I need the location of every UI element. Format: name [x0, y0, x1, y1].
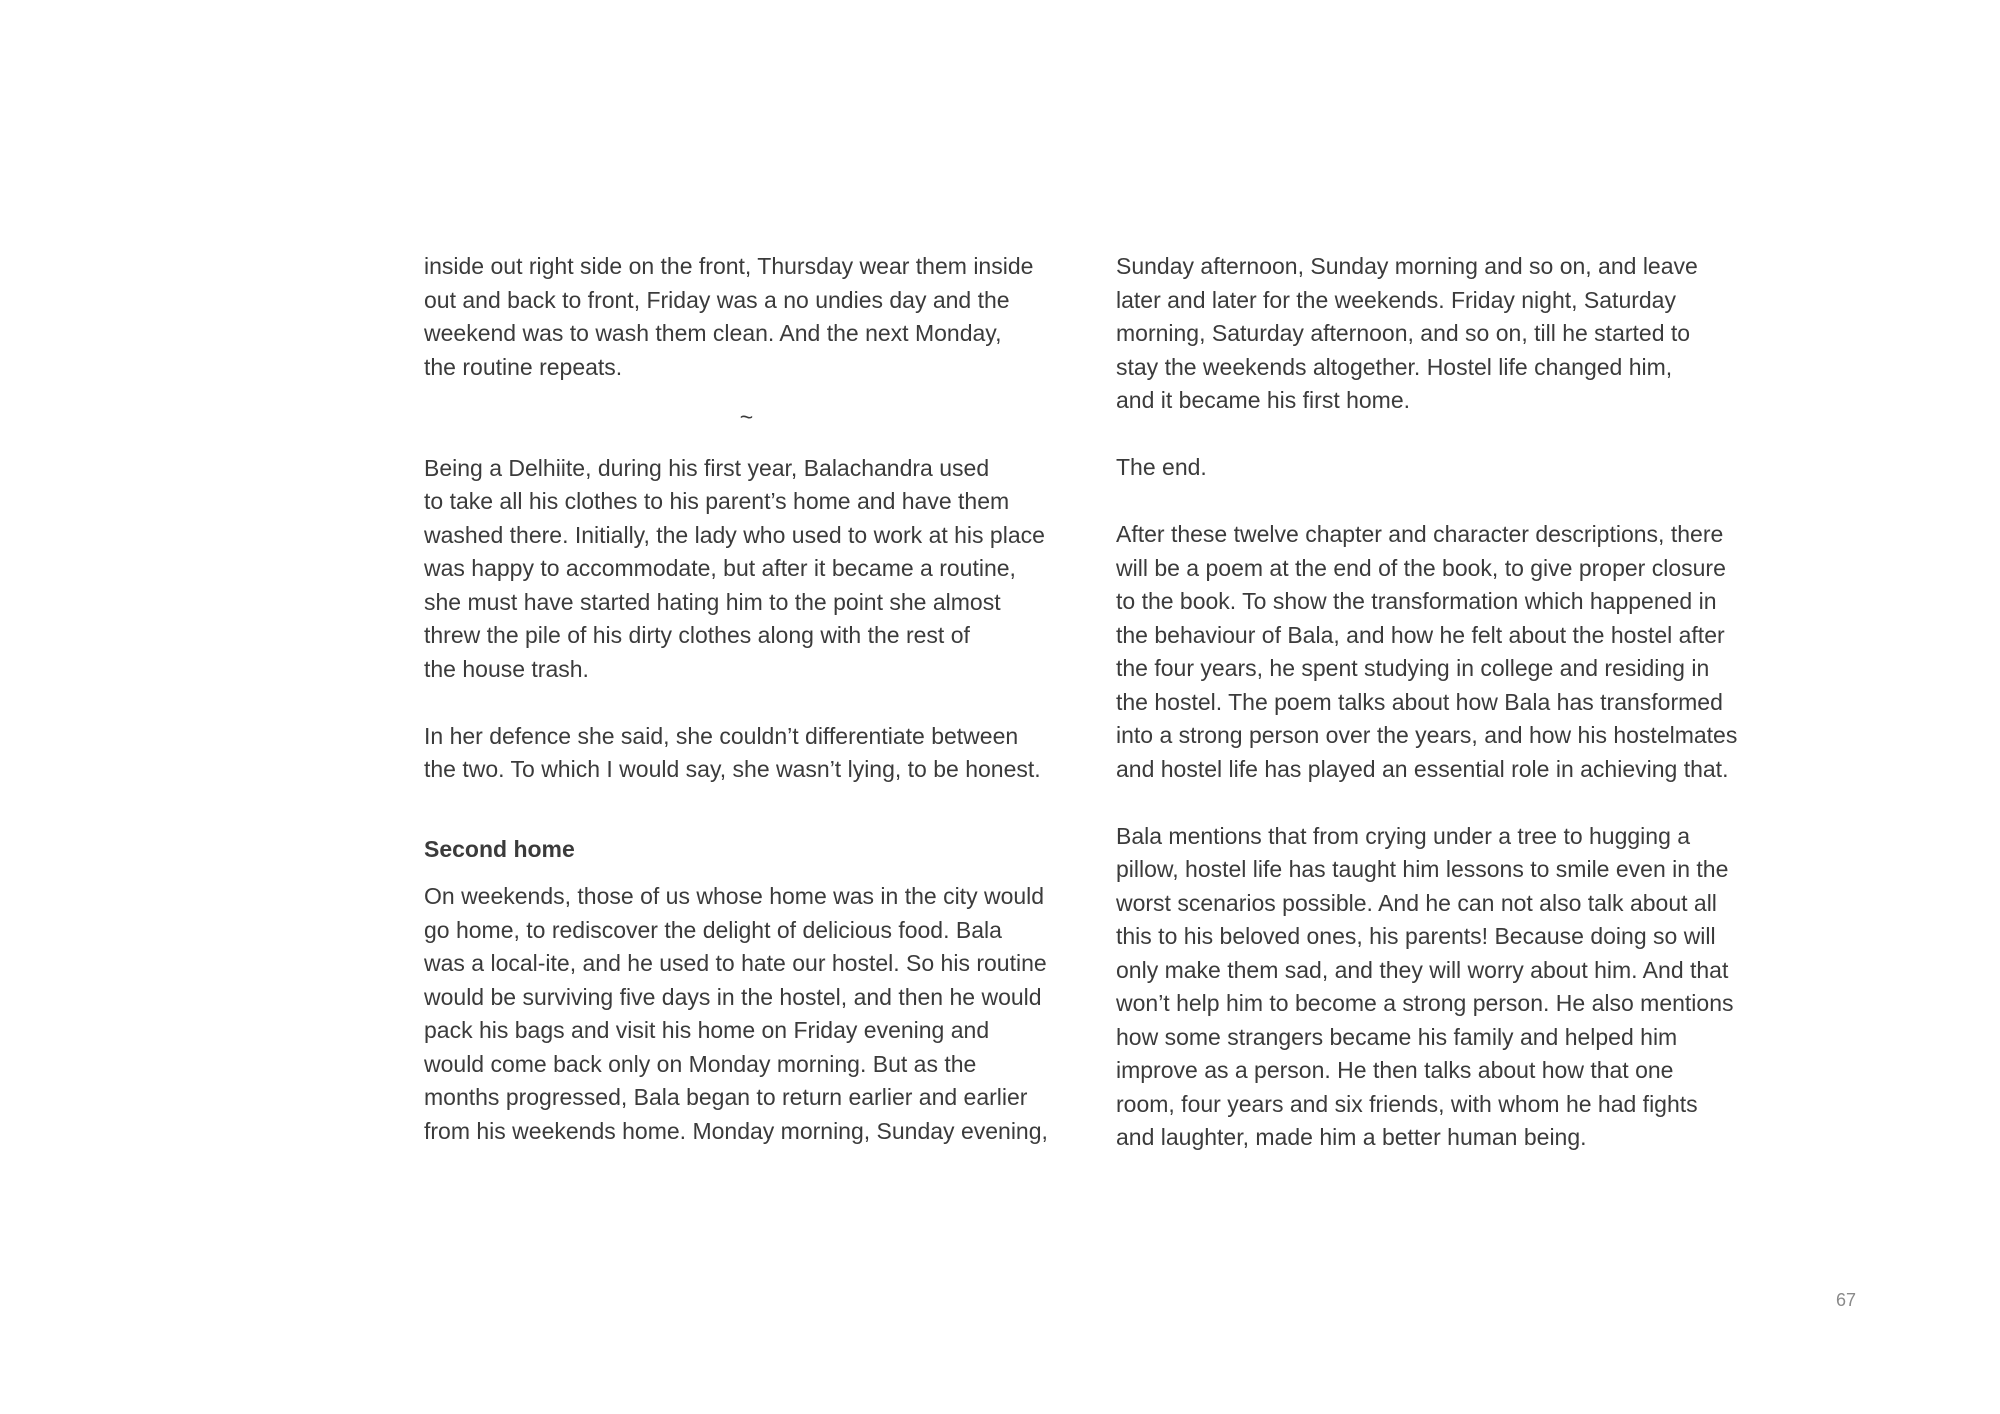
text-line: go home, to rediscover the delight of delicious food. Bala	[424, 916, 1002, 943]
right-column	[1116, 250, 1766, 1155]
text-line: the routine repeats.	[424, 353, 623, 380]
text-line: would be surviving five days in the hostel, and then he would	[424, 983, 1042, 1010]
text-line: how some strangers became his family and helped him	[1116, 1023, 1678, 1050]
paragraph-gap	[1116, 485, 1766, 519]
text-line: would come back only on Monday morning. But as the	[424, 1050, 977, 1077]
paragraph-bala-mentions	[1116, 820, 1766, 1155]
text-line: pillow, hostel life has taught him lessons to smile even in the	[1116, 856, 1729, 882]
text-line: inside out right side on the front, Thursday wear them inside	[424, 253, 1034, 279]
text-line: the hostel. The poem talks about how Bala has transformed	[1116, 688, 1723, 715]
section-heading: Second home	[424, 835, 575, 862]
text-line: to the book. To show the transformation which happened in	[1116, 588, 1717, 614]
text-line: In her defence she said, she couldn’t differentiate between	[424, 722, 1019, 749]
paragraph-defence	[424, 720, 1069, 787]
paragraph-poem-description	[1116, 518, 1766, 786]
page-number: 67	[1836, 1290, 1857, 1310]
text-line: the four years, he spent studying in college and residing in	[1116, 655, 1710, 681]
text-line: will be a poem at the end of the book, to give proper closure	[1116, 554, 1726, 581]
paragraph-gap	[1116, 786, 1766, 820]
text-line: out and back to front, Friday was a no undies day and the	[424, 286, 1010, 313]
text-line: threw the pile of his dirty clothes along with the rest of	[424, 622, 970, 648]
text-line: Bala mentions that from crying under a tree to hugging a	[1116, 822, 1691, 849]
text-line: months progressed, Bala began to return earlier and earlier	[424, 1084, 1028, 1110]
text-line: pack his bags and visit his home on Friday evening and	[424, 1017, 990, 1043]
text-line: improve as a person. He then talks about how that one	[1116, 1057, 1674, 1083]
text-line: After these twelve chapter and character descriptions, there	[1116, 521, 1724, 547]
text-line: morning, Saturday afternoon, and so on, till he started to	[1116, 320, 1691, 346]
paragraph-first-home	[1116, 250, 1766, 418]
text-line: the house trash.	[424, 655, 589, 682]
text-line: was a local-ite, and he used to hate our hostel. So his routine	[424, 950, 1047, 976]
text-line: weekend was to wash them clean. And the next Monday,	[424, 320, 1002, 346]
paragraph-delhiite	[424, 452, 1069, 687]
text-line: into a strong person over the years, and how his hostelmates	[1116, 722, 1738, 748]
text-line: was happy to accommodate, but after it became a routine,	[424, 555, 1016, 581]
text-line: worst scenarios possible. And he can not also talk about all	[1116, 889, 1717, 916]
text-line: the behaviour of Bala, and how he felt about the hostel after	[1116, 621, 1725, 648]
text-line: and hostel life has played an essential role in achieving that.	[1116, 755, 1729, 782]
text-line: only make them sad, and they will worry about him. And that	[1116, 956, 1729, 983]
text-line: to take all his clothes to his parent’s home and have them	[424, 488, 1010, 514]
paragraph-gap	[424, 686, 1069, 720]
text-line: from his weekends home. Monday morning, Sunday evening,	[424, 1117, 1048, 1144]
text-line: The end.	[1116, 454, 1207, 480]
text-line: and it became his first home.	[1116, 387, 1411, 413]
text-line: and laughter, made him a better human being.	[1116, 1124, 1587, 1150]
paragraph-weekends	[424, 880, 1069, 1148]
text-line: washed there. Initially, the lady who used to work at his place	[424, 521, 1045, 548]
text-line: this to his beloved ones, his parents! Because doing so will	[1116, 923, 1716, 949]
text-line: later and later for the weekends. Friday night, Saturday	[1116, 286, 1676, 313]
text-line: stay the weekends altogether. Hostel life changed him,	[1116, 353, 1673, 380]
paragraph-the-end	[1116, 451, 1766, 485]
text-line: she must have started hating him to the point she almost	[424, 588, 1001, 615]
paragraph-undies-routine	[424, 250, 1069, 384]
text-line: Being a Delhiite, during his first year, Balachandra used	[424, 454, 990, 481]
text-line: won’t help him to become a strong person. He also mentions	[1116, 990, 1734, 1016]
section-separator: ~	[739, 404, 754, 430]
text-line: On weekends, those of us whose home was in the city would	[424, 883, 1045, 909]
text-line: room, four years and six friends, with whom he had fights	[1116, 1090, 1698, 1117]
text-line: Sunday afternoon, Sunday morning and so on, and leave	[1116, 253, 1698, 279]
paragraph-gap	[1116, 418, 1766, 452]
left-column	[424, 250, 1069, 1148]
text-line: the two. To which I would say, she wasn’t lying, to be honest.	[424, 756, 1041, 782]
